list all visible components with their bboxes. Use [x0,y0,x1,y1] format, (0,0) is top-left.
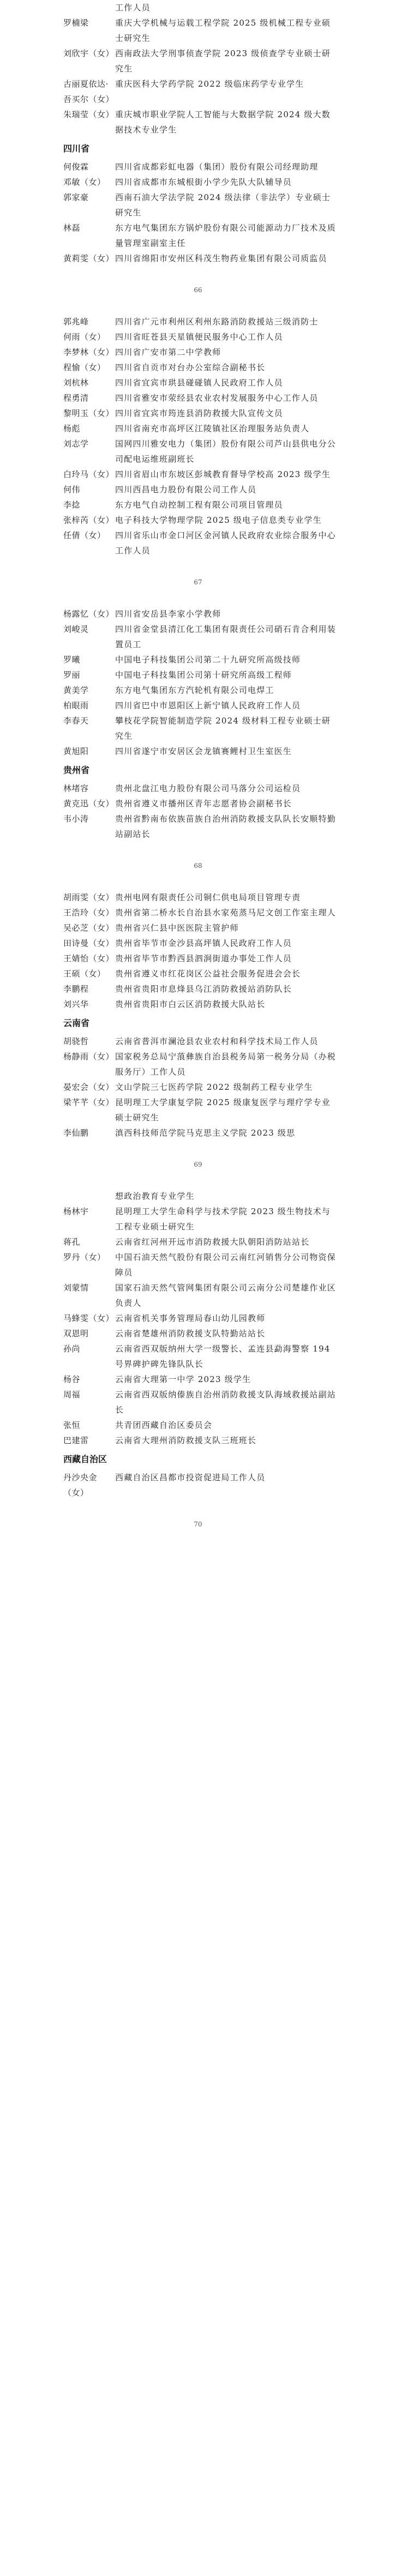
spacer [0,1500,396,1519]
person-name: 晏宏会（女） [63,1082,115,1092]
person-name: 田诗曼（女） [63,938,115,948]
person-name: 刘峻灵 [63,624,89,634]
person-name: 罗丹（女） [63,1252,106,1262]
person-name: 黄美学 [63,685,89,695]
person-entry [63,1250,336,1280]
person-affiliation: 共青团西藏自治区委员会 [115,1420,213,1430]
person-entry [63,622,336,652]
person-entry [63,744,336,759]
person-entry [63,1372,336,1387]
person-affiliation: 重庆医科大学药学院 2022 级临床药学专业学生 [115,79,304,89]
person-entry [63,497,336,512]
person-name: 刘兴华 [63,999,89,1009]
person-entry [63,345,336,360]
spacer [0,588,396,606]
person-entry [63,1326,336,1341]
person-entry [63,1049,336,1079]
region-heading: 四川省 [63,143,90,154]
person-name: 孙尚 [63,1344,81,1354]
person-name: 郭兆峰 [63,317,89,327]
person-affiliation: 工作人员 [115,3,151,13]
person-affiliation: 四川省广元市利州区利州东路消防救援站三级消防士 [115,317,319,327]
person-name: 杨谷 [63,1374,81,1384]
spacer [0,1530,396,1548]
person-entry [63,512,336,528]
person-entry [63,406,336,421]
person-entry [63,951,336,966]
person-entry [63,1470,336,1500]
person-name: 程愉（女） [63,363,106,372]
person-affiliation: 云南省大理州消防救援支队三班班长 [115,1435,257,1445]
person-entry [63,1079,336,1095]
person-affiliation: 四川省成都市东城根街小学少先队大队辅导员 [115,177,292,187]
person-name: 李鹏程 [63,984,89,994]
person-entry [63,314,336,329]
person-entry [63,981,336,997]
page-body [0,606,396,842]
person-affiliation: 重庆大学机械与运载工程学院 2025 级机械工程专业硕士研究生 [115,18,331,43]
person-affiliation: 四川省自贡市对台办公室综合副秘书长 [115,363,266,372]
person-name: 任倩（女） [63,530,106,540]
person-entry [63,220,336,251]
person-entry [63,796,336,811]
page-number: 70 [194,1521,202,1528]
person-entry [63,1034,336,1049]
person-entry [63,1125,336,1141]
person-name: 何雨（女） [63,332,106,342]
person-entry [63,667,336,683]
person-entry [63,652,336,667]
person-name: 双恩明 [63,1329,89,1338]
person-name: 李捻 [63,500,81,510]
person-name: 韦小涛 [63,814,89,824]
region-heading: 贵州省 [63,765,90,775]
person-name: 何伟 [63,485,81,494]
person-entry [63,698,336,713]
person-affiliation: 贵州省毕节市金沙县高坪镇人民政府工作人员 [115,938,292,948]
person-entry [63,683,336,698]
person-name: 丹沙央金（女） [63,1473,98,1498]
person-affiliation: 四川省旺苍县天星镇便民服务中心工作人员 [115,332,283,342]
person-entry [63,360,336,375]
person-affiliation: 中国石油天然气股份有限公司云南红河销售分公司物资保障员 [115,1252,337,1277]
person-name: 胡雨雯（女） [63,892,115,902]
person-name: 周福 [63,1390,81,1399]
person-entry [63,482,336,497]
person-name: 李仙鹏 [63,1128,89,1138]
person-affiliation: 云南省大理第一中学 2023 级学生 [115,1374,251,1384]
document-page [0,606,396,890]
person-name: 刘蒙情 [63,1283,89,1293]
person-entry [63,1234,336,1250]
page-body [0,1189,396,1500]
person-name: 李梦林（女） [63,347,115,357]
person-affiliation: 贵州省黔南布依族苗族自治州消防救援支队队长安顺特勤站副站长 [115,814,337,839]
person-name: 杨林宇 [63,1206,89,1216]
person-affiliation: 四川省宜宾市珙县碰碰镇人民政府工作人员 [115,378,283,388]
region-heading: 云南省 [63,1018,90,1028]
person-entry [63,46,336,76]
person-name: 吴必芝（女） [63,923,115,933]
person-entry [63,1095,336,1125]
person-affiliation: 国家石油天然气管网集团有限公司云南分公司楚雄作业区负责人 [115,1283,337,1308]
person-affiliation: 四川省眉山市东坡区彭城教育督导学校高 2023 级学生 [115,469,331,479]
person-affiliation: 云南省红河州开远市消防救援大队朝阳消防站站长 [115,1237,310,1247]
person-affiliation: 云南省普洱市澜沧县农业农村和科学技术局工作人员 [115,1036,319,1046]
page-number: 66 [194,286,202,294]
person-entry [63,713,336,744]
person-entry [63,606,336,622]
person-affiliation: 国网四川雅安电力（集团）股份有限公司芦山县供电分公司配电运维班副班长 [115,439,337,464]
person-entry [63,811,336,842]
person-affiliation: 贵州省遵义市播州区青年志愿者协会副秘书长 [115,799,292,809]
person-name: 罗楠梁 [63,18,89,28]
spacer [0,558,396,577]
person-entry [63,1280,336,1311]
person-name: 罗曦 [63,655,81,665]
person-affiliation: 四川省乐山市金口河区金河镇人民政府农业综合服务中心工作人员 [115,530,337,556]
person-affiliation: 重庆城市职业学院人工智能与大数据学院 2024 级大数据技术专业学生 [115,110,331,135]
person-affiliation: 贵州省毕节市黔西县泗涧街道办事处工作人员 [115,954,292,963]
person-name: 罗丽 [63,670,81,680]
person-affiliation: 云南省西双版纳傣族自治州消防救援支队海域救援站副站长 [115,1390,337,1415]
person-name: 程勇清 [63,393,89,403]
person-entry [63,15,336,46]
spacer [0,1141,396,1159]
person-name: 李春天 [63,716,89,726]
person-name: 黄莉雯（女） [63,254,115,263]
person-entry [63,467,336,482]
person-entry [63,0,336,15]
person-affiliation: 想政治教育专业学生 [115,1191,195,1201]
person-entry [63,920,336,936]
page-body [0,0,396,266]
person-entry [63,1417,336,1433]
person-name: 刘志学 [63,439,89,449]
person-entry [63,421,336,436]
person-name: 蒋孔 [63,1237,81,1247]
person-entry [63,1204,336,1234]
person-affiliation: 四川省安岳县李家小学教师 [115,609,221,619]
person-entry [63,966,336,981]
person-affiliation: 四川西昌电力股份有限公司工作人员 [115,485,257,494]
person-affiliation: 四川省成都彩虹电器（集团）股份有限公司经理助理 [115,162,319,172]
person-entry [63,936,336,951]
person-name: 张恒 [63,1420,81,1430]
person-name: 梁芊芊（女） [63,1097,115,1107]
person-affiliation: 贵州电网有限责任公司铜仁供电局项目管理专责 [115,892,301,902]
person-name: 巴建雷 [63,1435,89,1445]
spacer [0,871,396,890]
person-entry [63,159,336,174]
person-name: 柏眼雨 [63,701,89,710]
person-affiliation: 攀枝花学院智能制造学院 2024 级材料工程专业硕士研究生 [115,716,331,741]
person-entry [63,174,336,190]
page-body [0,314,396,558]
document-page [0,1189,396,1548]
person-affiliation: 国家税务总局宁蒗彝族自治县税务局第一税务分局（办税服务厅）工作人员 [115,1052,337,1077]
person-affiliation: 云南省楚雄州消防救援支队特勤站站长 [115,1329,266,1338]
person-entry [63,329,336,345]
person-entry [63,76,336,107]
person-affiliation: 贵州北盘江电力股份有限公司马落分公司运检员 [115,783,301,793]
person-entry [63,1341,336,1372]
person-name: 古丽夏依达·吾买尔（女） [63,79,115,104]
person-name: 杨彪 [63,424,81,433]
person-name: 杨露忆（女） [63,609,115,619]
person-name: 黎明玉（女） [63,408,115,418]
person-affiliation: 云南省机关事务管理局春山幼儿园教师 [115,1313,266,1323]
person-affiliation: 东方电气集团东方汽轮机有限公司电焊工 [115,685,274,695]
person-name: 王浩玲（女） [63,908,115,918]
region-heading: 西藏自治区 [63,1454,107,1464]
person-name: 黄克迅（女） [63,799,115,809]
person-affiliation: 西南石油大学法学院 2024 级法律（非法学）专业硕士研究生 [115,192,331,218]
person-entry [63,390,336,406]
page-number: 67 [194,578,202,586]
person-affiliation: 四川省遂宁市安居区会龙镇赛鲤村卫生室医生 [115,746,292,756]
person-name: 王婧怡（女） [63,954,115,963]
person-affiliation: 四川省金堂县清江化工集团有限责任公司硝石肯合利用装置员工 [115,624,337,649]
person-name: 刘杭林 [63,378,89,388]
person-affiliation: 东方电气集团东方锅炉股份有限公司能源动力厂技术及质量管理室副室主任 [115,223,337,248]
person-name: 胡骁哲 [63,1036,89,1046]
person-entry [63,1387,336,1417]
document-page [0,314,396,606]
person-entry [63,1311,336,1326]
person-name: 林堵容 [63,783,89,793]
person-name: 刘欣宇（女） [63,49,115,58]
person-affiliation: 电子科技大学物理学院 2025 级电子信息类专业学生 [115,515,322,525]
spacer [0,266,396,285]
person-entry [63,997,336,1012]
spacer [0,1170,396,1189]
person-affiliation: 贵州省遵义市红花岗区公益社会服务促进会会长 [115,969,301,979]
person-name: 王硕（女） [63,969,106,979]
person-affiliation: 贵州省第二桥水长自治县水家苑蒸马尼文创工作室主理人 [115,908,337,918]
person-entry [63,528,336,558]
person-affiliation: 贵州省贵阳市白云区消防救援大队站长 [115,999,266,1009]
person-name: 杨静雨（女） [63,1052,115,1061]
person-affiliation: 贵州省兴仁县中医医院主管护师 [115,923,239,933]
person-affiliation: 西藏自治区昌都市投资促进局工作人员 [115,1473,266,1482]
person-entry [63,375,336,390]
person-affiliation: 四川省南充市高坪区江陵镇社区治理服务站负责人 [115,424,310,433]
page-number: 69 [194,1161,202,1168]
spacer [0,295,396,314]
person-name: 朱瑞莹（女） [63,110,115,119]
person-affiliation: 文山学院三七医药学院 2022 级制药工程专业学生 [115,1082,313,1092]
person-affiliation: 四川省雅安市荥经县农业农村发展服务中心工作人员 [115,393,319,403]
person-name: 马蜂雯（女） [63,1313,115,1323]
person-affiliation: 滇西科技师范学院马克思主义学院 2023 级思 [115,1128,296,1138]
page-body [0,890,396,1141]
person-entry [63,1189,336,1204]
person-entry [63,905,336,920]
person-affiliation: 贵州省贵阳市息烽县乌江消防救援站消防队长 [115,984,292,994]
person-affiliation: 昆明理工大学生命科学与技术学院 2023 级生物技术与工程专业硕士研究生 [115,1206,331,1232]
person-entry [63,251,336,266]
page-number: 68 [194,862,202,870]
document-page [0,890,396,1189]
person-name: 张梓芮（女） [63,515,115,525]
person-name: 邓敏（女） [63,177,106,187]
person-affiliation: 四川省绵阳市安州区科茂生物药业集团有限公司质监员 [115,254,327,263]
person-entry [63,190,336,220]
person-affiliation: 昆明理工大学康复学院 2025 级康复医学与理疗学专业硕士研究生 [115,1097,331,1123]
person-name: 郭家豪 [63,192,89,202]
person-entry [63,107,336,137]
person-affiliation: 中国电子科技集团公司第十研究所高级工程师 [115,670,292,680]
person-entry [63,890,336,905]
person-affiliation: 中国电子科技集团公司第二十九研究所高级技师 [115,655,301,665]
person-name: 黄旭阳 [63,746,89,756]
person-entry [63,781,336,796]
person-affiliation: 西南政法大学刑事侦查学院 2023 级侦查学专业硕士研究生 [115,49,331,74]
person-name: 林磊 [63,223,81,233]
person-affiliation: 四川省宜宾市筠连县消防救援大队宣传文员 [115,408,283,418]
person-affiliation: 云南省西双版纳州大学一级警长、孟连县勐海警察 194 号界碑护碑先锋队队长 [115,1344,331,1369]
person-name: 白玲马（女） [63,469,115,479]
person-entry [63,1433,336,1448]
person-affiliation: 四川省广安市第二中学教师 [115,347,221,357]
spacer [0,842,396,860]
person-affiliation: 东方电气自动控制工程有限公司项目管理员 [115,500,283,510]
person-name: 何俊霖 [63,162,89,172]
person-entry [63,436,336,467]
person-affiliation: 四川省巴中市恩阳区上新宁镇人民政府工作人员 [115,701,301,710]
document-page [0,0,396,314]
